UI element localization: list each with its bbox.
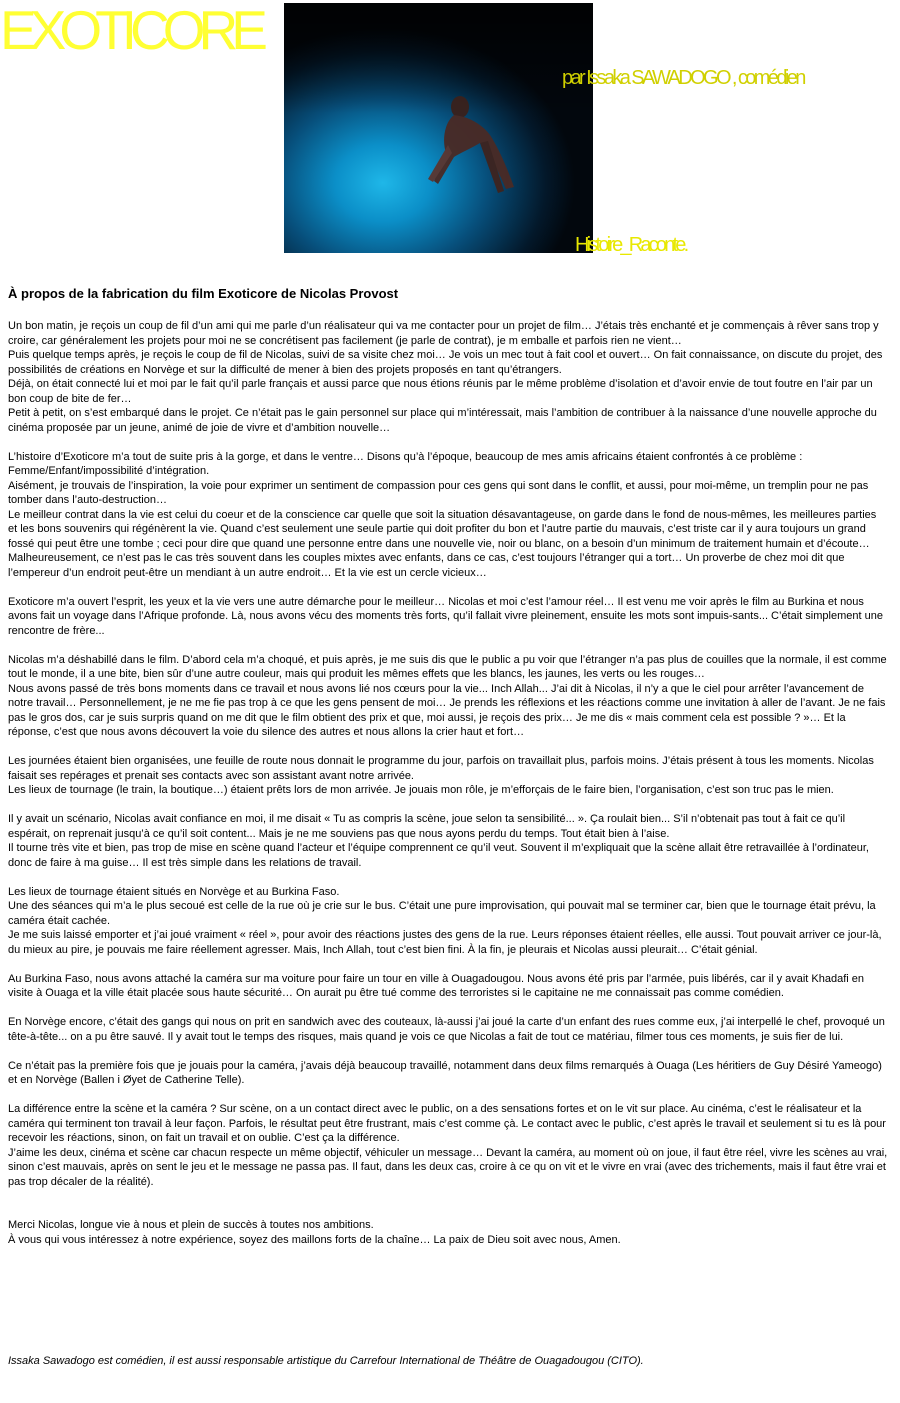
text-line: Merci Nicolas, longue vie à nous et plein de succès à toutes nos ambitions. — [8, 1219, 374, 1231]
text-line: La différence entre la scène et la caméra ? Sur scène, on a un contact direct avec le public, on a des sensations fortes et on le vit sur place. Au cinéma, c’est le réalisateur et la caméra qui terminent ton travail à leur façon. Parfois, le résultat peut être frustrant, mais c’est comme çà. Le contact avec le public, c’est après le travail et seulement si tu es là pour recevoir les réactions, sinon, on fait un travail et on oublie. C’est ça la différence. — [8, 1103, 886, 1144]
page-header — [0, 0, 900, 260]
text-line: Au Burkina Faso, nous avons attaché la caméra sur ma voiture pour faire un tour en ville à Ouagadougou. Nous avons été pris par l’armée, puis libérés, car il y avait Khadafi en visite à Ouaga et la ville était placée sous haute sécurité… On aurait pu être tué comme des terroristes si le capitaine ne me connaissait pas comme comédien. — [8, 972, 865, 999]
text-line: Une des séances qui m’a le plus secoué est celle de la rue où je crie sur le bus. C’était une pure improvisation, qui pouvait mal se terminer car, bien que le tournage était prévu, la caméra était cachée. — [8, 900, 876, 927]
text-line: Ce n’était pas la première fois que je jouais pour la caméra, j’avais déjà beaucoup travaillé, notamment dans deux films remarqués à Ouaga (Les héritiers de Guy Désiré Yameogo) et en Norvège (Ballen i Øyet de Catherine Telle). — [8, 1059, 882, 1086]
paragraph — [8, 1102, 888, 1189]
closing-paragraph — [8, 1218, 888, 1247]
paragraph — [8, 972, 888, 1001]
paragraph — [8, 885, 888, 958]
article-title: À propos de la fabrication du film Exoticore de Nicolas Provost — [8, 286, 399, 301]
site-title: EXOTICORE — [0, 0, 261, 61]
text-line: Nous avons passé de très bons moments dans ce travail et nous avons lié nos cœurs pour la vie... Inch Allah... J’ai dit à Nicolas, il n’y a que le ciel pour arrêter l’avancement de notre travail… Personnellement, je ne me fie pas trop à ce que les gens pensent de moi… Je prends les réflexions et les réactions comme une invitation à aller de l’avant. Je ne fais pas le gros dos, car je suis surpris quand on me dit que le film obtient des prix et que, moi aussi, je reçois des prix… Je me dis « mais comment cela est possible ? »… Et la réponse, c’est que nous avons découvert la voie du silence des autres et nous allons la crier haut et fort… — [8, 682, 886, 738]
article — [8, 286, 888, 1262]
paragraph — [8, 319, 888, 435]
paragraph — [8, 653, 888, 740]
text-line: Puis quelque temps après, je reçois le coup de fil de Nicolas, suivi de sa visite chez moi… Je vois un mec tout à fait cool et ouvert… On fait connaissance, on discute du projet, des possibilités de créations en Norvège et sur la difficulté de mener à bien des projets proposés en tant qu’étrangers. — [8, 349, 883, 376]
text-line: Petit à petit, on s’est embarqué dans le projet. Ce n’était pas le gain personnel sur place qui m’intéressait, mais l’ambition de contribuer à la naissance d’une nouvelle approche du cinéma proposée par un jeune, animé de joie de vivre et d’ambition nouvelle… — [8, 407, 877, 434]
text-line: Nicolas m’a déshabillé dans le film. D’abord cela m’a choqué, et puis après, je me suis dis que le public a pu voir que l’étranger n’a pas plus de couilles que la normale, il est comme tout le monde, il a une bite, bien sûr d’une autre couleur, mais qui produit les mêmes effets que les blancs, les jaunes, les verts ou les rouges… — [8, 653, 887, 680]
text-line: L’histoire d’Exoticore m’a tout de suite pris à la gorge, et dans le ventre… Disons qu’à l’époque, beaucoup de mes amis africains étaient confrontés à ce problème : Femme/Enfant/impossibilité d’intégration. — [8, 450, 803, 477]
text-line: Exoticore m’a ouvert l’esprit, les yeux et la vie vers une autre démarche pour le meilleur… Nicolas et moi c’est l’amour réel… Il est venu me voir après le film au Burkina et nous avons fait un voyage dans l’Afrique profonde. Là, nous avons vécu des moments très forts, qu’il fallait vivre pleinement, ensuite les mots sont impuis-sants... C’était simplement une rencontre de frère... — [8, 595, 883, 637]
text-line: Aisément, je trouvais de l’inspiration, la voie pour exprimer un sentiment de compassion pour ces gens qui sont dans le conflit, et aussi, pour moi-même, un tremplin pour ne pas tomber dans l’auto-destruction… — [8, 479, 869, 506]
text-line: Je me suis laissé emporter et j’ai joué vraiment « réel », pour avoir des réactions justes des gens de la rue. Leurs réponses étaient réelles, elle aussi. Tout pouvait arriver ce jour-là, du mieux au pire, je pouvais me faire réellement agresser. Mais, Inch Allah, tout c’est bien fini. À la fin, je pleurais et Nicolas aussi pleurait… C’était génial. — [8, 929, 882, 956]
text-line: Un bon matin, je reçois un coup de fil d’un ami qui me parle d’un réalisateur qui va me contacter pour un projet de film… J’étais très enchanté et je commençais à rêver sans trop y croire, car généralement les projets pour moi ne se concrétisent pas facilement (je parle de contrat), je m emballe et parfois rien ne vient… — [8, 320, 879, 347]
author-byline: par Issaka SAWADOGO , comédien — [562, 67, 804, 89]
paragraph — [8, 1015, 888, 1044]
text-line: Il tourne très vite et bien, pas trop de mise en scène quand l’acteur et l’équipe comprennent ce qu’il veut. Souvent il m’expliquait que la scène allait être retravaillée à l’ordinateur, donc de faire à ma guise… Il est très simple dans les relations de travail. — [8, 842, 869, 869]
hero-photo-illustration — [284, 3, 593, 253]
hero-photo — [284, 3, 593, 253]
paragraph — [8, 754, 888, 798]
paragraph — [8, 1059, 888, 1088]
paragraph — [8, 812, 888, 870]
author-bio: Issaka Sawadogo est comédien, il est aussi responsable artistique du Carrefour International de Théâtre de Ouagadougou (CITO). — [8, 1355, 644, 1367]
text-line: En Norvège encore, c’était des gangs qui nous on prit en sandwich avec des couteaux, là-aussi j’ai joué la carte d’un enfant des rues comme eux, j’ai interpellé le chef, provoqué un tête-à-tête... on a pu être sauvé. Il y avait tout le temps des risques, mais quand je vois ce que Nicolas a fait de tout ce matériau, filmer tous ces moments, je suis fier de lui. — [8, 1016, 885, 1043]
text-line: Le meilleur contrat dans la vie est celui du coeur et de la conscience car quelle que soit la situation désavantageuse, on garde dans le fond de nous-mêmes, les meilleures parties et les bons souvenirs qui régénèrent la vie. Quand c’est seulement une seule partie qui doit profiter du bon et l’autre partie du mauvais, c’est triste car il y aura toujours un grand fossé qui peut être une tombe ; ceci pour dire que quand une personne entre dans une nouvelle vie, noir ou blanc, on a besoin d’un minimum de traitement humain et d’écoute… Malheureusement, ce n’est pas le cas très souvent dans les couples mixtes avec enfants, dans ce cas, c’est toujours l’étranger qui a tort… Un proverbe de chez moi dit que l’empereur d’un endroit peut-être un mendiant à un autre endroit… Et la vie est un cercle vicieux… — [8, 508, 877, 579]
paragraph — [8, 450, 888, 581]
text-line: Les lieux de tournage (le train, la boutique…) étaient prêts lors de mon arrivée. Je jouais mon rôle, je m’efforçais de le faire bien, l’organisation, c’est son truc pas le mien. — [8, 784, 834, 796]
text-line: Déjà, on était connecté lui et moi par le fait qu’il parle français et aussi parce que nous étions réunis par le même problème d’isolation et d’avoir envie de tout foutre en l’air par un bon coup de bite de fer… — [8, 378, 873, 405]
text-line: Il y avait un scénario, Nicolas avait confiance en moi, il me disait « Tu as compris la scène, joue selon ta sensibilité... ». Ça roulait bien... S’il n’obtenait pas tout à fait ce qu’il espérait, on reprenait jusqu’à ce qu’il soit content... Mais je ne me souviens pas que nous ayons perdu du temps. Tout était bien à l’aise. — [8, 813, 846, 840]
history-link[interactable]: Histoire_Raconte. — [575, 234, 687, 256]
text-line: Les journées étaient bien organisées, une feuille de route nous donnait le programme du jour, parfois on travaillait plus, parfois moins. J’étais présent à tous les moments. Nicolas faisait ses repérages et prenait ses contacts avec son assistant avant notre arrivée. — [8, 755, 874, 782]
text-line: J’aime les deux, cinéma et scène car chacun respecte un même objectif, véhiculer un message… Devant la caméra, au moment où on joue, il faut être réel, vivre les scènes au vrai, sinon c’est mauvais, après on sent le jeu et le message ne passa pas. Il faut, dans les deux cas, croire à ce qu on vit et le vivre en vrai (avec des trichements, mais il faut être vrai et pas trop décaler de la réalité). — [8, 1146, 888, 1188]
text-line: À vous qui vous intéressez à notre expérience, soyez des maillons forts de la chaîne… La paix de Dieu soit avec nous, Amen. — [8, 1233, 621, 1246]
paragraph — [8, 595, 888, 639]
text-line: Les lieux de tournage étaient situés en Norvège et au Burkina Faso. — [8, 885, 340, 898]
